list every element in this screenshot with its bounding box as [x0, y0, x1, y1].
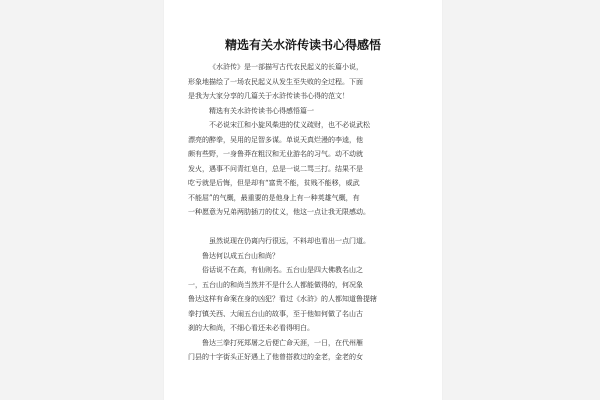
document-page [164, 0, 442, 400]
paragraph-line: 是我为大家分享的几篇关于水浒传读书心得的范文！ [188, 92, 349, 100]
paragraph-line: 门县的十字街头正好遇上了他曾搭救过的金老，金老的女 [188, 353, 363, 361]
paragraph-gap [188, 220, 420, 235]
paragraph-line: 形象地描绘了一场农民起义从发生至失败的全过程。下面 [188, 77, 363, 86]
paragraph-line: 发火，遇事不问青红皂白，总是一说二骂三打。结果不是 [188, 164, 363, 173]
paragraph-line: 《水浒传》是一部描写古代农民起义的长篇小说， [209, 63, 363, 71]
paragraph-line: 拳打镇关西、大闹五台山的故事，至于他如何做了名山古 [188, 309, 363, 318]
paragraph-line: 漂亮的醉拳，吴用的足智多谋。单说天真烂漫的李逵，他 [188, 135, 363, 144]
paragraph-line: 刹的大和尚，不细心看还未必看得明白。 [188, 324, 314, 332]
paragraph-line: 一种愿意为兄弟两肋插刀的仗义，他这一点让我无限感动。 [188, 208, 370, 216]
paragraph-line: 鲁达这样有命案在身的凶犯？看过《水浒》的人都知道鲁提辖 [188, 295, 377, 303]
section-heading: 精选有关水浒传读书心得感悟篇一 [209, 106, 314, 115]
paragraph-line: 不能屈”的气概，最重要的是他身上有一种英雄气概，有 [188, 193, 360, 202]
document-title: 精选有关水浒传读书心得感悟 [224, 38, 381, 52]
document-body [188, 60, 420, 365]
paragraph-line: 吃亏就是后悔，但是却有“富贵不能，贫贱不能移，威武 [188, 179, 360, 187]
paragraph-line: 鲁达何以成五台山和尚？ [202, 251, 279, 260]
paragraph-line: 一，五台山的和尚当然并不是什么人都能做得的，何况象 [188, 280, 363, 289]
paragraph-line: 不必说宋江和小旋风柴进的仗义疏财，也不必说武松 [209, 121, 370, 129]
paragraph-line: 俗话说不在高，有仙则名。五台山是四大佛教名山之 [202, 266, 363, 274]
paragraph-line: 虽然说现在仍离内行很远，不料却也看出一点门道。 [209, 237, 370, 245]
paragraph-line: 颇有些野，一身鲁莽在粗汉和无业游名的习气。动不动就 [188, 150, 363, 158]
paragraph-line: 鲁达三拳打死郑屠之后便亡命天涯，一日，在代州雁 [202, 338, 363, 347]
